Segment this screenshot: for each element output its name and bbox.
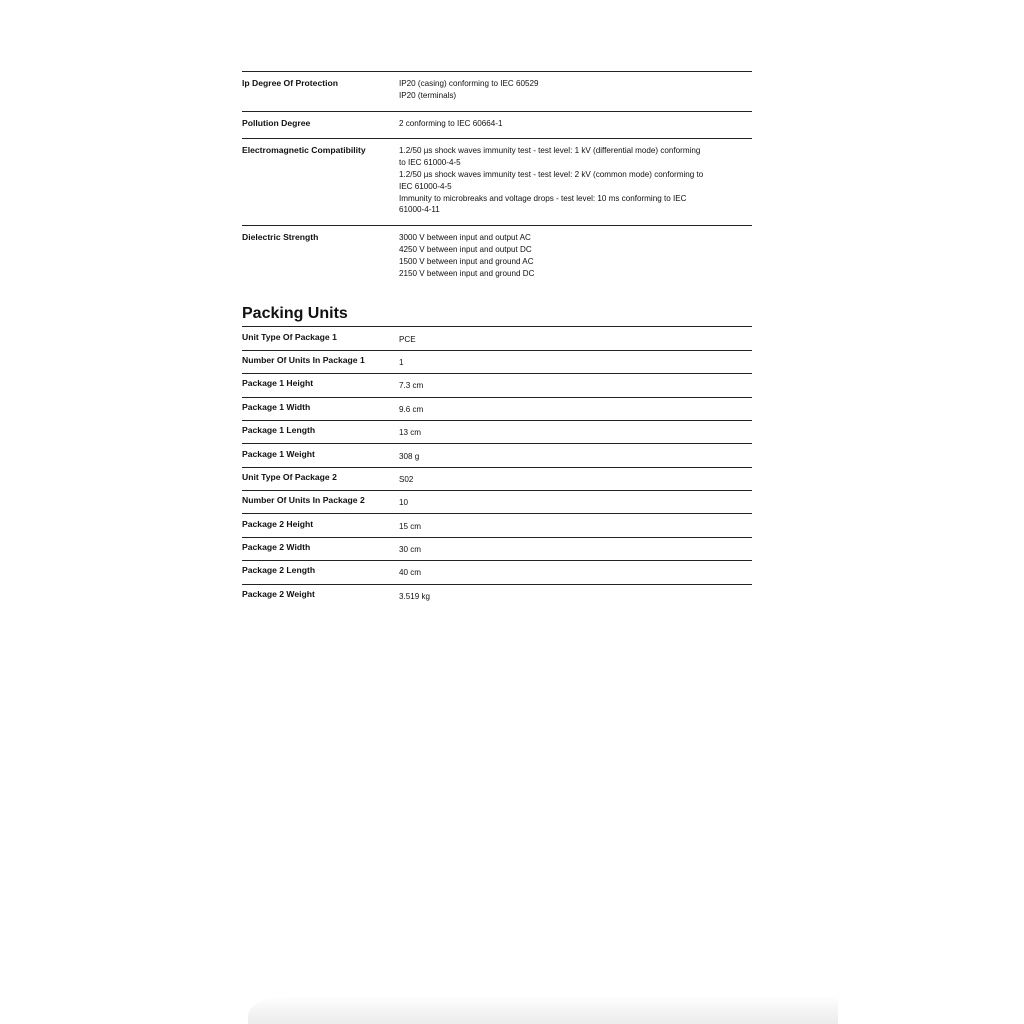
packing-value: 1 bbox=[399, 357, 404, 367]
packing-label: Package 1 Weight bbox=[242, 448, 315, 459]
specifications-table bbox=[242, 71, 752, 288]
spec-value-line: 1.2/50 µs shock waves immunity test - test level: 1 kV (differential mode) conforming bbox=[399, 146, 701, 156]
packing-label: Unit Type Of Package 2 bbox=[242, 471, 337, 482]
packing-label: Number Of Units In Package 1 bbox=[242, 354, 365, 365]
spec-value-line: IEC 61000-4-5 bbox=[399, 181, 452, 191]
spec-row-dielectric-strength bbox=[242, 225, 752, 288]
spec-value bbox=[399, 231, 752, 279]
table-row bbox=[242, 326, 752, 349]
packing-units-table bbox=[242, 326, 752, 607]
spec-value-line: 3000 V between input and output AC bbox=[399, 233, 531, 243]
spec-value-line: 1.2/50 µs shock waves immunity test - test level: 2 kV (common mode) conforming to bbox=[399, 169, 704, 179]
table-row bbox=[242, 467, 752, 490]
spec-label: Electromagnetic Compatibility bbox=[242, 145, 366, 156]
packing-value: 3.519 kg bbox=[399, 591, 431, 601]
spec-value-line: 1500 V between input and ground AC bbox=[399, 256, 534, 266]
spec-row-electromagnetic-compatibility bbox=[242, 138, 752, 225]
packing-value: 9.6 cm bbox=[399, 404, 424, 414]
packing-label: Unit Type Of Package 1 bbox=[242, 331, 337, 342]
packing-value: PCE bbox=[399, 334, 416, 344]
packing-label: Package 2 Height bbox=[242, 518, 314, 529]
spec-value bbox=[399, 117, 752, 130]
packing-value: 13 cm bbox=[399, 428, 422, 438]
packing-label: Package 2 Length bbox=[242, 565, 316, 576]
table-row bbox=[242, 537, 752, 560]
table-row bbox=[242, 560, 752, 583]
spec-value-line: IP20 (casing) conforming to IEC 60529 bbox=[399, 79, 539, 88]
spec-label: Dielectric Strength bbox=[242, 232, 319, 243]
table-row bbox=[242, 397, 752, 420]
datasheet-page bbox=[242, 71, 752, 607]
packing-label: Package 1 Length bbox=[242, 425, 316, 436]
next-page-shadow bbox=[248, 996, 838, 1024]
spec-value-line: IP20 (terminals) bbox=[399, 90, 457, 100]
packing-label: Number Of Units In Package 2 bbox=[242, 495, 365, 506]
spec-label: Pollution Degree bbox=[242, 117, 311, 128]
table-row bbox=[242, 420, 752, 443]
packing-value: 308 g bbox=[399, 451, 420, 461]
packing-value: 7.3 cm bbox=[399, 381, 424, 391]
spec-value-line: 61000-4-11 bbox=[399, 205, 440, 215]
spec-value-line: to IEC 61000-4-5 bbox=[399, 158, 461, 168]
spec-value-line: 2150 V between input and ground DC bbox=[399, 268, 535, 278]
spec-value bbox=[399, 144, 752, 216]
packing-label: Package 2 Width bbox=[242, 542, 311, 553]
packing-label: Package 2 Weight bbox=[242, 588, 315, 599]
spec-label: Ip Degree Of Protection bbox=[242, 78, 338, 88]
spec-value-line: 4250 V between input and output DC bbox=[399, 244, 532, 254]
packing-value: 30 cm bbox=[399, 545, 422, 555]
spec-row-ip-degree-of-protection bbox=[242, 71, 752, 111]
packing-value: S02 bbox=[399, 474, 414, 484]
packing-value: 40 cm bbox=[399, 568, 422, 578]
table-row bbox=[242, 350, 752, 373]
table-row bbox=[242, 373, 752, 396]
table-row bbox=[242, 490, 752, 513]
packing-label: Package 1 Height bbox=[242, 378, 314, 389]
spec-value-line: 2 conforming to IEC 60664-1 bbox=[399, 118, 503, 128]
table-row bbox=[242, 443, 752, 466]
spec-row-pollution-degree bbox=[242, 111, 752, 139]
spec-value-line: Immunity to microbreaks and voltage drops - test level: 10 ms conforming to IEC bbox=[399, 193, 687, 203]
spec-value bbox=[399, 77, 752, 102]
packing-value: 10 bbox=[399, 498, 409, 508]
table-row bbox=[242, 513, 752, 536]
packing-label: Package 1 Width bbox=[242, 401, 311, 412]
table-row bbox=[242, 584, 752, 607]
packing-units-heading: Packing Units bbox=[242, 305, 348, 323]
packing-value: 15 cm bbox=[399, 521, 422, 531]
